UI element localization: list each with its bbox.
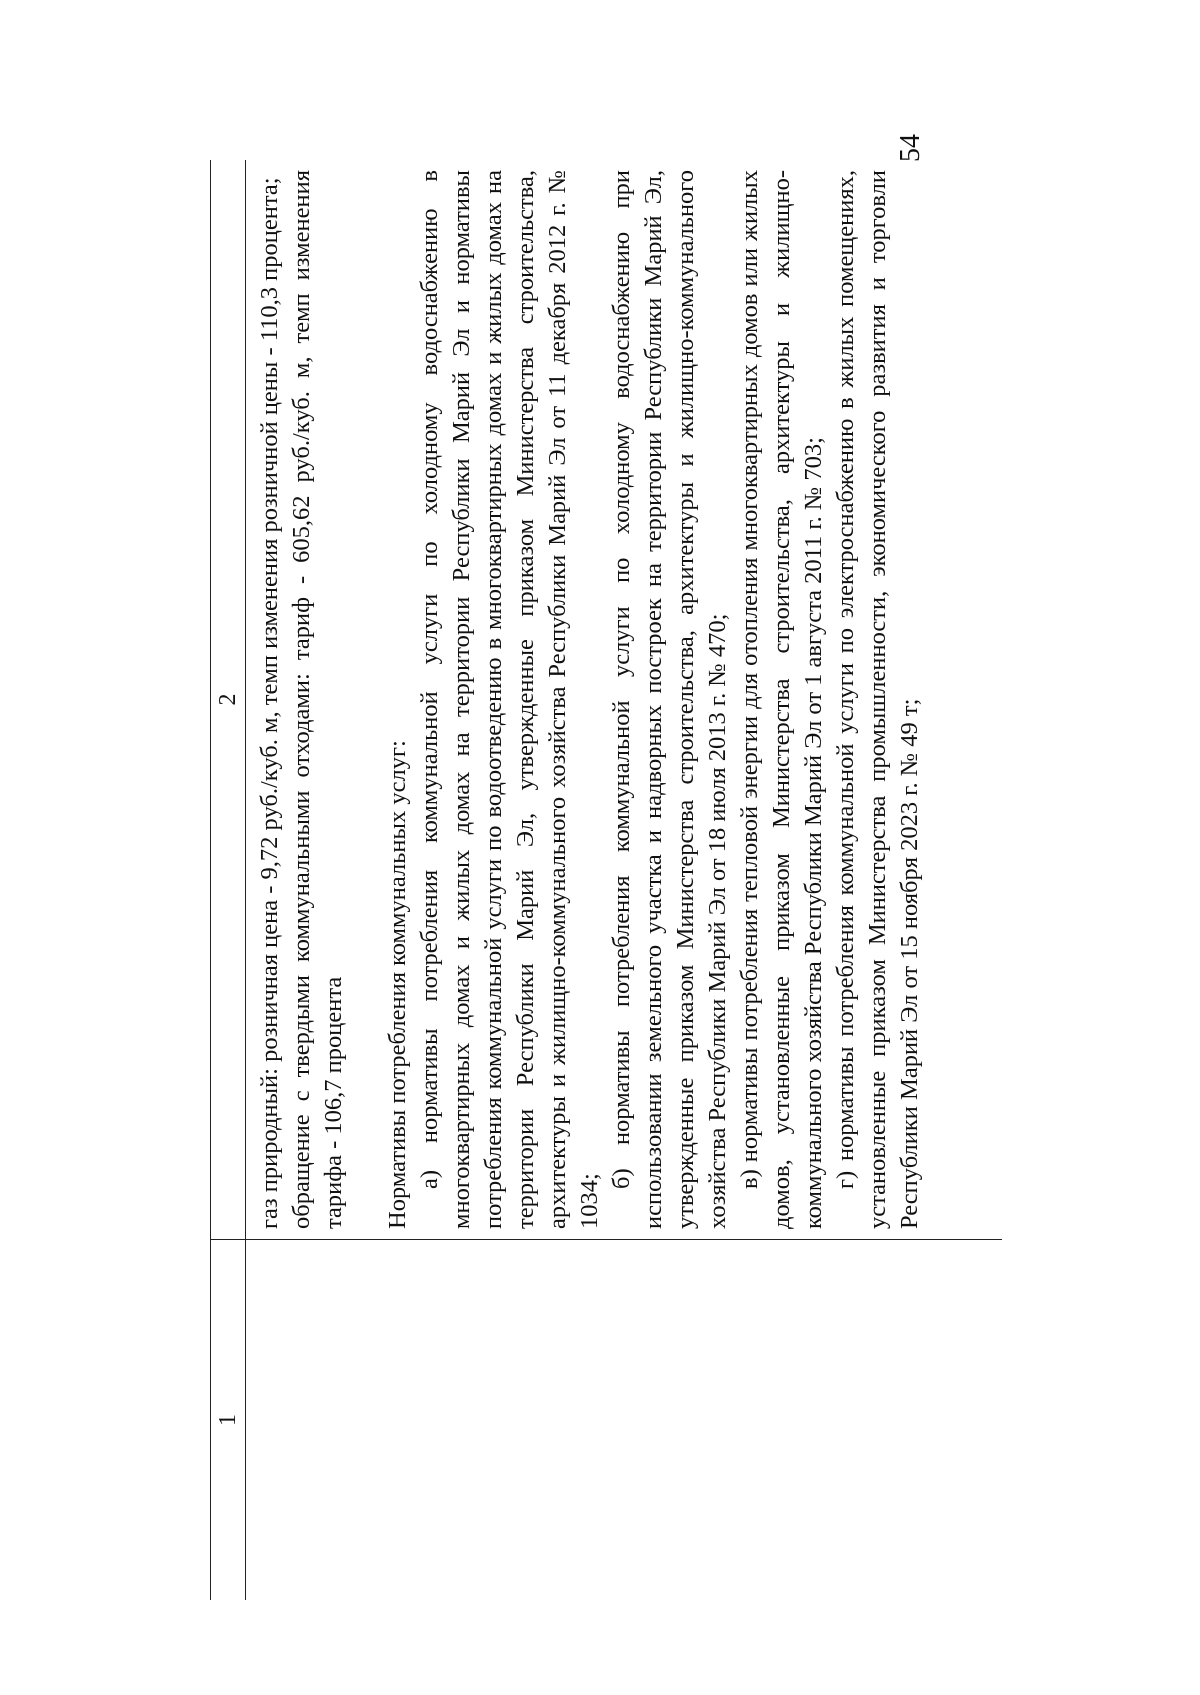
paragraph-waste: обращение с твердыми коммунальными отходами: тариф - 605,62 руб./куб. м, темп изменения тарифа - 106,7 процента xyxy=(288,170,347,1229)
header-col-1: 1 xyxy=(211,1239,245,1600)
table xyxy=(210,160,1000,1600)
header-col-2: 2 xyxy=(215,693,241,706)
paragraph-gas: газ природный: розничная цена - 9,72 руб./куб. м, темп изменения розничной цены - 110,3 процента; xyxy=(256,177,283,1229)
table-body xyxy=(246,160,1002,1600)
paragraph-norm-g: г) нормативы потребления коммунальной услуги по электроснабжению в жилых помещениях, установленные приказом Министерства промышленности, экономического развития и торговли Республики Марий Эл от 15 ноября 2023 г. № 49 т; xyxy=(832,170,923,1229)
table-col-2-cell xyxy=(246,160,1002,1239)
table-col-1-cell xyxy=(246,1239,1002,1600)
paragraph-norm-v: в) нормативы потребления тепловой энергии для отопления многоквартирных домов или жилых домов, установленные приказом Министерства строительства, архитектуры и жилищно-коммунального хозяйства Республики Марий Эл от 1 августа 2011 г. № 703; xyxy=(736,170,827,1229)
rotated-table-container xyxy=(210,160,1000,1600)
paragraph-norm-a: а) нормативы потребления коммунальной услуги по холодному водоснабжению в многоквартирных домах и жилых домах на территории Республики Марий Эл и нормативы потребления коммунальной услуги по водоотведению в многоквартирных домах и жилых домах на территории Республики Марий Эл, утвержденные приказом Министерства строительства, архитектуры и жилищно-коммунального хозяйства Республики Марий Эл от 11 декабря 2012 г. № 1034; xyxy=(416,170,603,1229)
paragraph-norms-heading: Нормативы потребления коммунальных услуг: xyxy=(384,740,411,1229)
page-number: 54 xyxy=(895,134,926,162)
spacer xyxy=(350,170,382,1229)
table-header xyxy=(210,160,246,1600)
paragraph-norm-b: б) нормативы потребления коммунальной услуги по холодному водоснабжению при использовании земельного участка и надворных построек на территории Республики Марий Эл, утвержденные приказом Министерства строительства, архитектуры и жилищно-коммунального хозяйства Республики Марий Эл от 18 июля 2013 г. № 470; xyxy=(608,170,731,1229)
